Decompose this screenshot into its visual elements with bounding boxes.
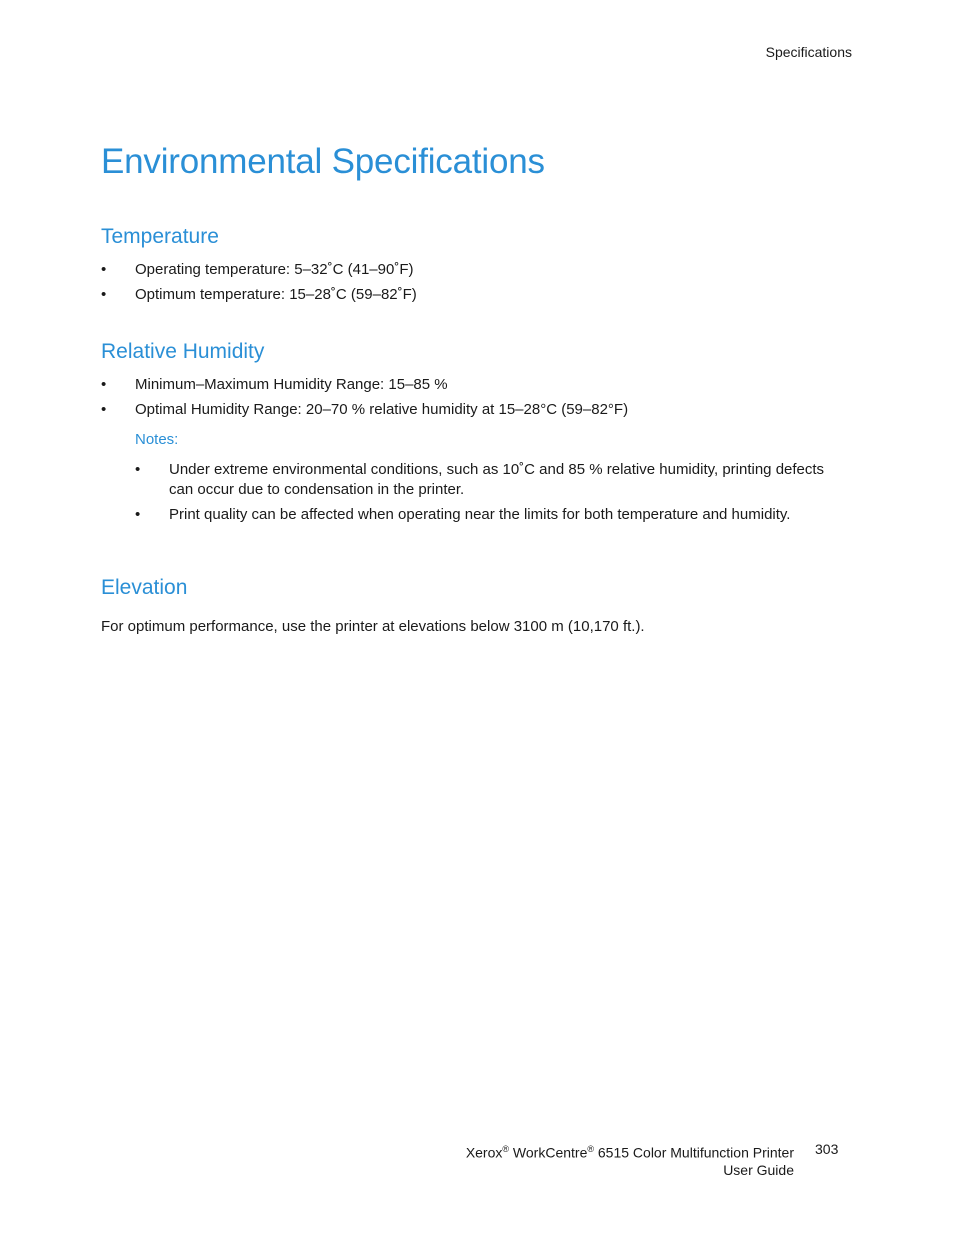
note-text: Print quality can be affected when operating near the limits for both temperature and humidity. (169, 506, 791, 523)
notes-list (135, 460, 829, 530)
registered-mark: ® (587, 1144, 594, 1154)
note-item (135, 460, 829, 500)
list-item (101, 400, 835, 420)
registered-mark: ® (502, 1144, 510, 1154)
page-number: 303 (815, 1141, 839, 1157)
list-item-text: Operating temperature: 5–32˚C (41–90˚F) (135, 261, 414, 278)
footer-brand: Xerox (465, 1144, 503, 1161)
list-item-text: Optimum temperature: 15–28˚C (59–82˚F) (135, 286, 417, 303)
elevation-heading: Elevation (101, 576, 188, 599)
list-item (101, 285, 835, 305)
bullet-icon: • (135, 506, 141, 523)
footer-doc: User Guide (723, 1161, 794, 1178)
temperature-list (101, 260, 835, 310)
bullet-icon: • (101, 286, 107, 303)
list-item (101, 260, 835, 280)
bullet-icon: • (101, 401, 107, 418)
list-item (101, 375, 835, 395)
running-header: Specifications (765, 44, 852, 60)
bullet-icon: • (101, 376, 107, 393)
page-footer (466, 1141, 794, 1179)
page-title: Environmental Specifications (101, 142, 545, 181)
bullet-icon: • (101, 261, 107, 278)
footer-product (466, 1141, 794, 1162)
notes-label: Notes: (135, 431, 179, 448)
list-item-text: Optimal Humidity Range: 20–70 % relative humidity at 15–28°C (59–82°F) (135, 401, 629, 418)
footer-product-name: WorkCentre (509, 1144, 588, 1161)
footer-product-rest: 6515 Color Multifunction Printer (594, 1144, 794, 1161)
humidity-heading: Relative Humidity (101, 340, 265, 363)
note-text: Under extreme environmental conditions, such as 10˚C and 85 % relative humidity, printing defects can occur due to condensation in the printer. (169, 461, 825, 498)
temperature-heading: Temperature (101, 225, 219, 248)
list-item-text: Minimum–Maximum Humidity Range: 15–85 % (135, 376, 448, 393)
elevation-text: For optimum performance, use the printer at elevations below 3100 m (10,170 ft.). (101, 618, 645, 635)
humidity-list (101, 375, 835, 425)
note-item (135, 505, 829, 525)
bullet-icon: • (135, 461, 141, 478)
